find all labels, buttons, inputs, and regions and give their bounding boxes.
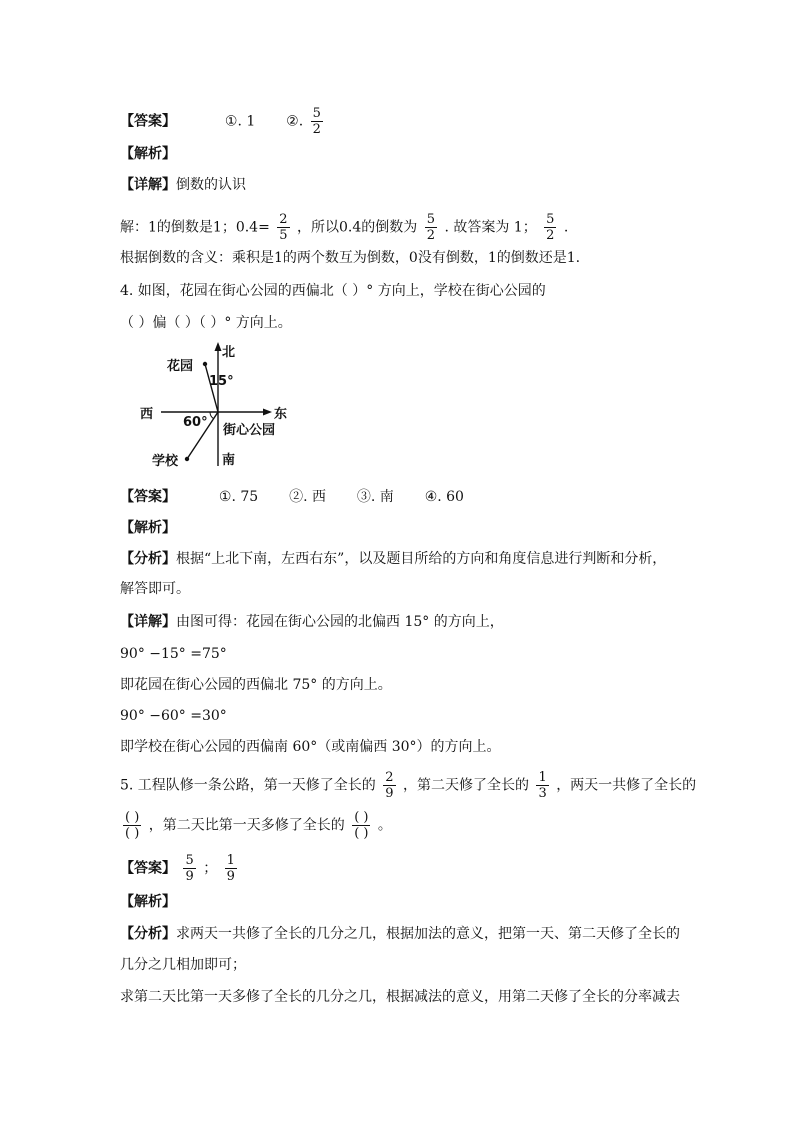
q4-analysis-line-2: 解答即可。 (120, 581, 190, 597)
q4-answer-line (120, 487, 464, 507)
q4-analysis-line-1 (120, 549, 666, 569)
detail-head: 【详解】 (120, 614, 176, 630)
north-arrow (215, 342, 222, 351)
q3-analysis-tag: 【解析】 (120, 146, 176, 162)
solution-text-a: 解：1的倒数是1；0.4= (120, 219, 270, 236)
answer-fraction-1: $\frac{5}{9}$ (185, 853, 194, 884)
day1-fraction: $\frac{2}{9}$ (385, 770, 394, 801)
q5-analysis-line-2: 几分之几相加即可； (120, 957, 246, 973)
q4-result-2: 即学校在街心公园的西偏南 60°（或南偏西 30°）的方向上。 (120, 739, 501, 755)
stem-text-a: 5. 工程队修一条公路，第一天修了全长的 (120, 777, 376, 794)
label-south: 南 (222, 453, 236, 468)
label-garden: 花园 (167, 359, 194, 374)
q4-result-1: 即花园在街心公园的西偏北 75° 的方向上。 (120, 677, 392, 693)
solution-text-b: ，所以0.4的倒数为 (297, 219, 418, 236)
blank-fraction-2: $\frac{( )}{( )}$ (354, 810, 369, 841)
analysis-text: 求两天一共修了全长的几分之几，根据加法的意义，把第一天、第二天修了全长的 (176, 926, 680, 942)
q4-calc-1: 90° −15° =75° (120, 646, 227, 662)
stem-text-b: ，第二天修了全长的 (403, 777, 529, 794)
q5-analysis-tag: 【解析】 (120, 894, 176, 910)
q5-stem-line-2 (120, 810, 392, 841)
answer-tag: 【答案】 (120, 860, 176, 877)
east-arrow (263, 409, 272, 416)
q3-answer-line (120, 106, 326, 137)
label-north: 北 (222, 345, 236, 360)
answer-tag: 【答案】 (120, 489, 176, 505)
q5-analysis-line-3: 求第二天比第一天多修了全长的几分之几，根据减法的意义，用第二天修了全长的分率减去 (120, 989, 680, 1005)
q4-calc-2: 90° −60° =30° (120, 708, 227, 724)
stem-text-e: 。 (377, 817, 392, 834)
q3-detail-line (120, 175, 246, 195)
answer-item-4: ④. 60 (424, 489, 464, 505)
answer-tag: 【答案】 (120, 113, 176, 130)
answer-item-3: ③. 南 (356, 489, 394, 505)
school-point (185, 457, 189, 461)
stem-text-c: ，两天一共修了全长的 (556, 777, 697, 794)
solution-fraction-1: $\frac{2}{5}$ (279, 212, 288, 243)
q4-analysis-tag: 【解析】 (120, 520, 176, 536)
garden-point (203, 362, 207, 366)
answer-item-1: ①. 75 (218, 489, 259, 505)
answer-fraction: $\frac{5}{2}$ (312, 106, 321, 137)
analysis-head: 【分析】 (120, 926, 176, 942)
answer-item-2: ②. (286, 113, 304, 130)
answer-fraction-2: $\frac{1}{9}$ (226, 853, 235, 884)
label-school: 学校 (152, 454, 179, 469)
label-park: 街心公园 (223, 423, 276, 438)
solution-fraction-3: $\frac{5}{2}$ (546, 212, 555, 243)
q5-answer-line (120, 853, 240, 884)
q4-detail-line (120, 612, 504, 632)
answer-item-1: ①. 1 (224, 113, 256, 130)
solution-fraction-2: $\frac{5}{2}$ (426, 212, 435, 243)
q3-solution-line (120, 212, 568, 243)
solution-text-c: . 故答案为 1； (444, 219, 537, 236)
detail-tag: 【详解】 (120, 177, 176, 193)
label-angle-15: 15° (209, 374, 234, 389)
detail-text: 倒数的认识 (176, 177, 246, 193)
q4-stem-line-2: （ ）偏（ ）（ ）° 方向上。 (120, 315, 292, 331)
solution-text-d: . (563, 219, 569, 236)
analysis-text: 根据“上北下南，左西右东”，以及题目所给的方向和角度信息进行判断和分析， (176, 551, 667, 567)
answer-separator: ； (203, 860, 218, 877)
label-west: 西 (140, 407, 154, 422)
direction-diagram (135, 340, 295, 472)
angle-60-arc (210, 412, 214, 419)
label-angle-60: 60° (183, 415, 208, 430)
q4-stem-line-1: 4. 如图，花园在街心公园的西偏北（ ）° 方向上，学校在街心公园的 (120, 283, 546, 299)
q5-analysis-line-1 (120, 924, 680, 944)
blank-fraction-1: $\frac{( )}{( )}$ (125, 810, 140, 841)
label-east: 东 (274, 407, 288, 422)
stem-text-d: ，第二天比第一天多修了全长的 (148, 817, 345, 834)
analysis-head: 【分析】 (120, 551, 176, 567)
q5-stem-line-1 (120, 770, 696, 801)
answer-item-2: ②. 西 (289, 489, 326, 505)
detail-text: 由图可得：花园在街心公园的北偏西 15° 的方向上， (176, 614, 504, 630)
day2-fraction: $\frac{1}{3}$ (538, 770, 547, 801)
q3-meaning-line: 根据倒数的含义：乘积是1的两个数互为倒数，0没有倒数，1的倒数还是1. (120, 250, 581, 266)
